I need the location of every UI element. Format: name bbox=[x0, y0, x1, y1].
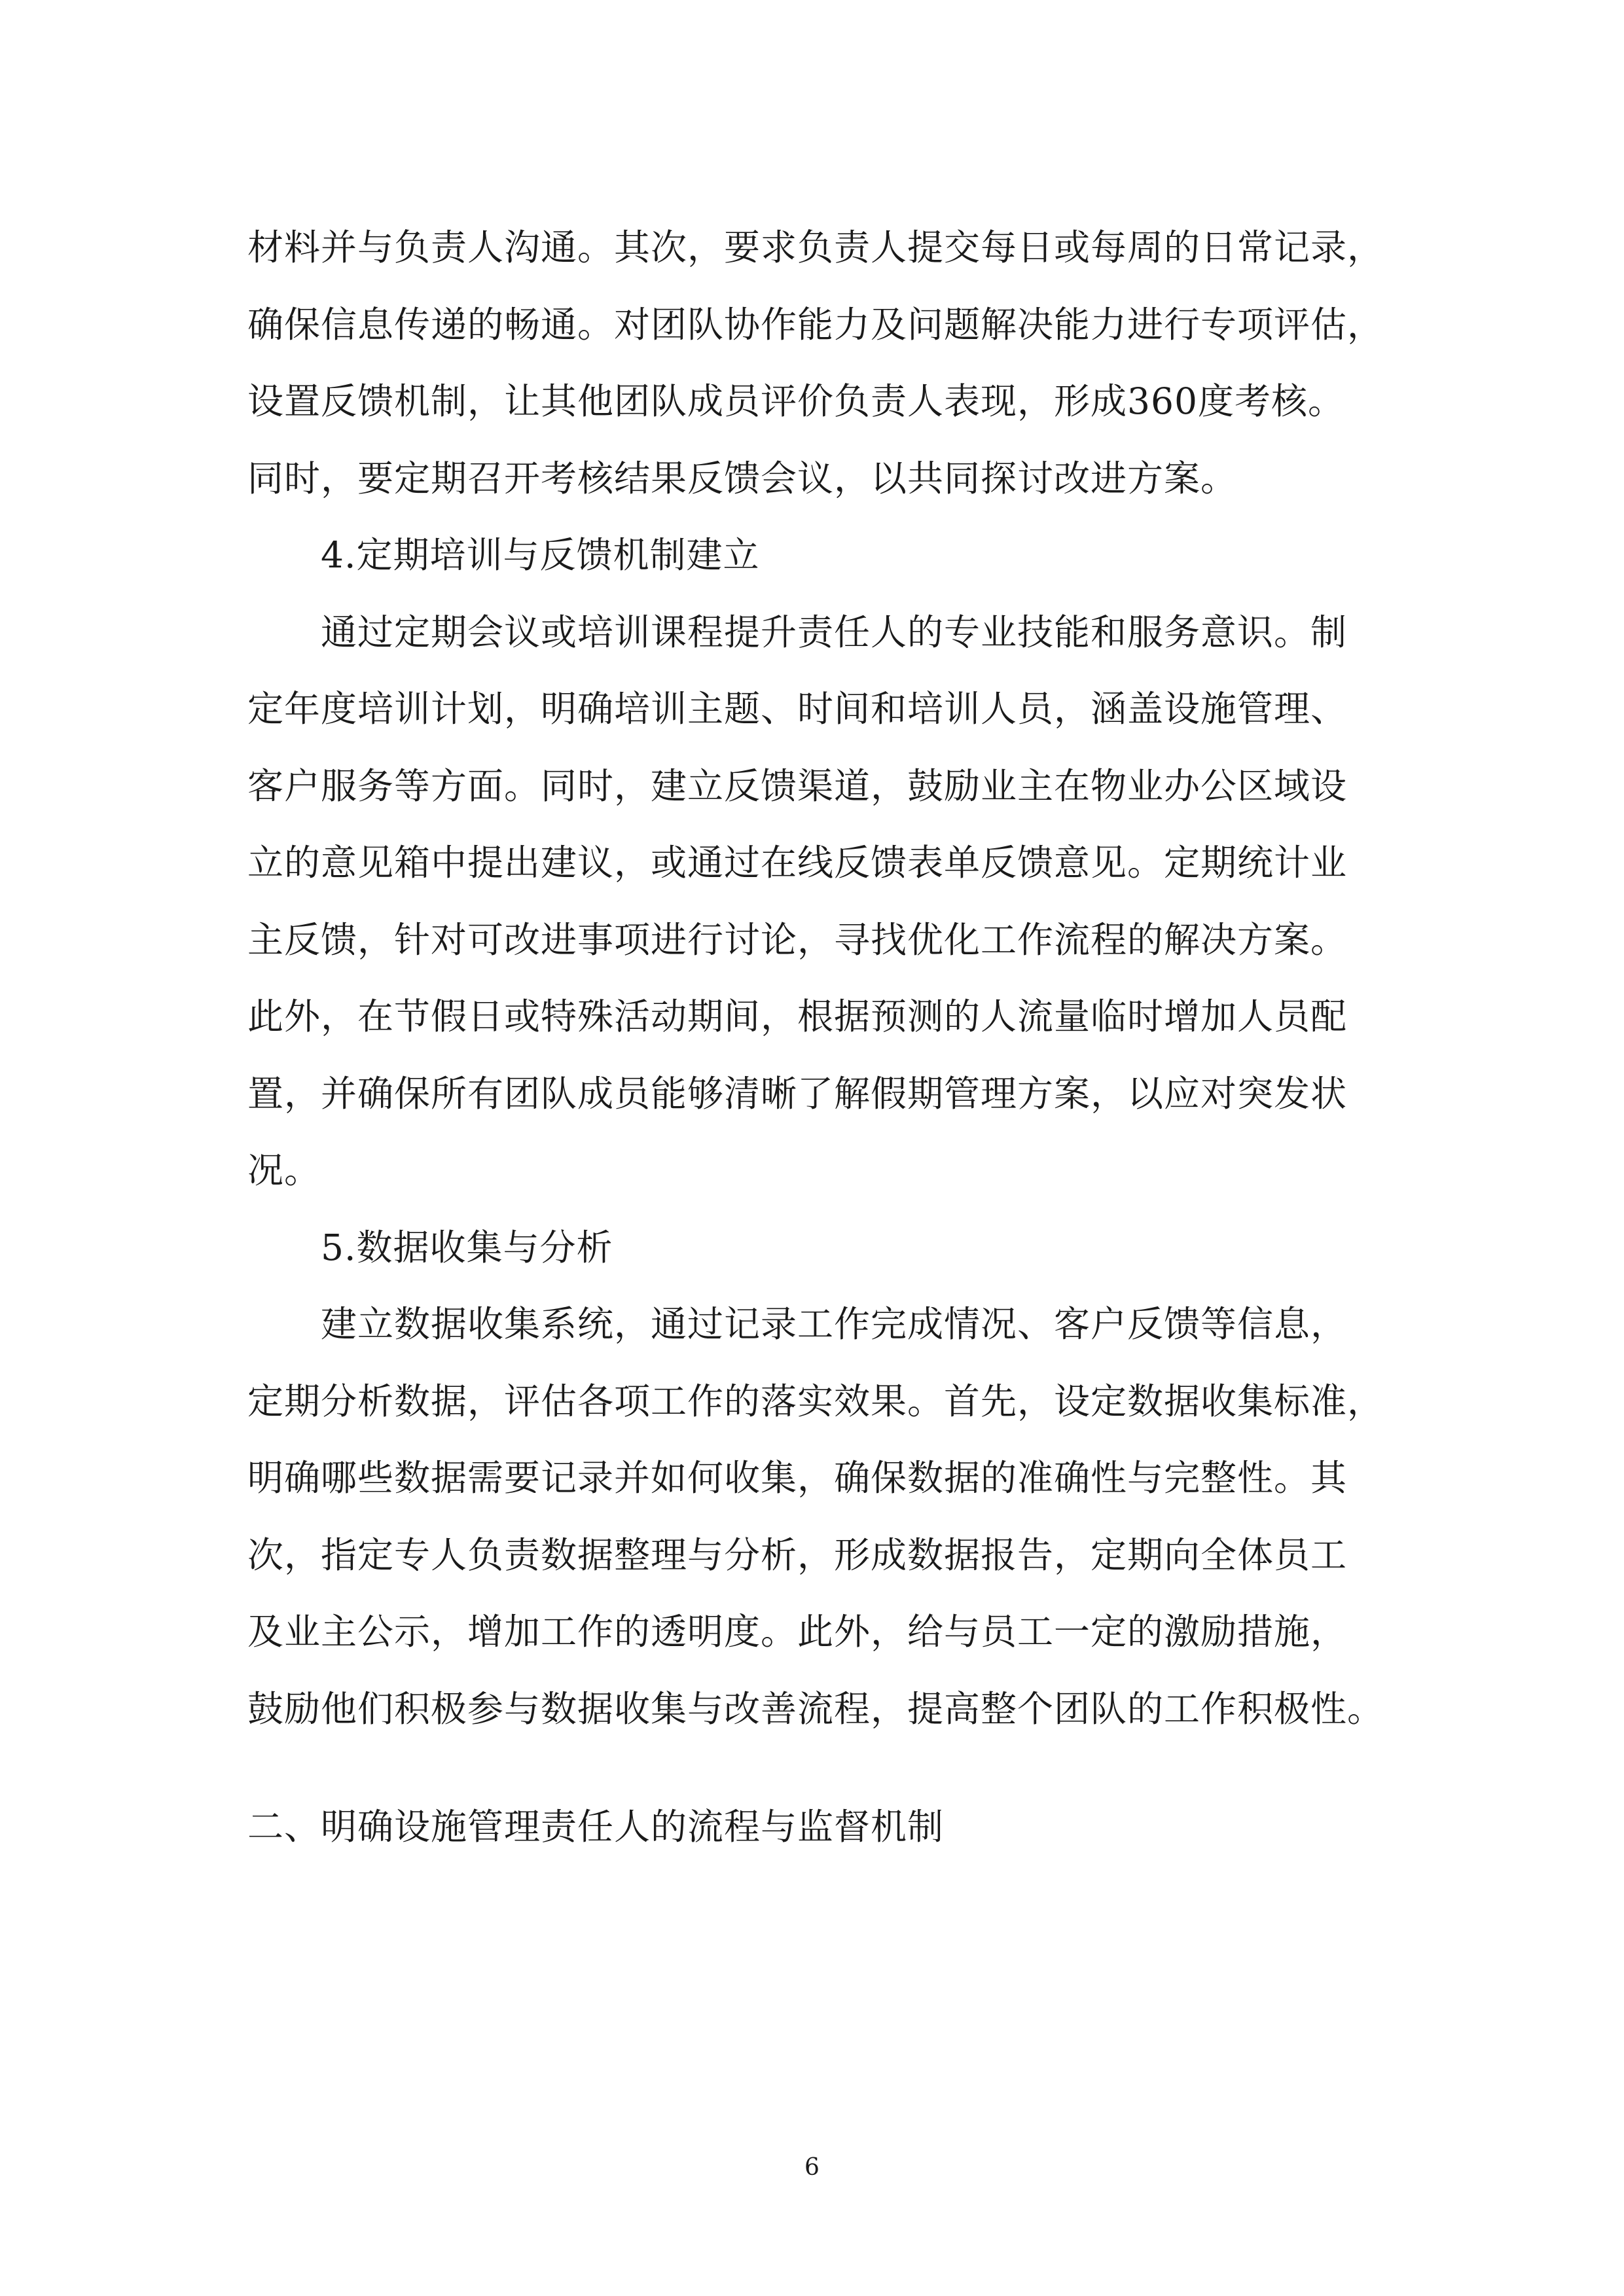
paragraph-line: 材料并与负责人沟通。其次，要求负责人提交每日或每周的日常记录， bbox=[247, 226, 1384, 268]
paragraph-line: 同时，要定期召开考核结果反馈会议，以共同探讨改进方案。 bbox=[247, 457, 1238, 499]
page-number: 6 bbox=[804, 2154, 820, 2181]
paragraph-line: 及业主公示，增加工作的透明度。此外，给与员工一定的激励措施， bbox=[247, 1611, 1348, 1653]
paragraph-line: 此外，在节假日或特殊活动期间，根据预测的人流量临时增加人员配 bbox=[247, 996, 1348, 1037]
paragraph-line: 置，并确保所有团队成员能够清晰了解假期管理方案，以应对突发状 bbox=[247, 1073, 1348, 1115]
paragraph-line: 定年度培训计划，明确培训主题、时间和培训人员，涵盖设施管理、 bbox=[247, 688, 1348, 730]
paragraph-line: 客户服务等方面。同时，建立反馈渠道，鼓励业主在物业办公区域设 bbox=[247, 765, 1348, 807]
paragraph-line: 主反馈，针对可改进事项进行讨论，寻找优化工作流程的解决方案。 bbox=[247, 919, 1348, 961]
paragraph-line: 建立数据收集系统，通过记录工作完成情况、客户反馈等信息， bbox=[321, 1303, 1348, 1345]
paragraph-line: 确保信息传递的畅通。对团队协作能力及问题解决能力进行专项评估， bbox=[247, 304, 1384, 346]
subsection-heading: 5.数据收集与分析 bbox=[321, 1227, 613, 1268]
paragraph-line: 定期分析数据，评估各项工作的落实效果。首先，设定数据收集标准， bbox=[247, 1380, 1384, 1422]
paragraph-line: 鼓励他们积极参与数据收集与改善流程，提高整个团队的工作积极性。 bbox=[247, 1688, 1384, 1730]
paragraph-line: 明确哪些数据需要记录并如何收集，确保数据的准确性与完整性。其 bbox=[247, 1457, 1348, 1499]
section-heading: 二、明确设施管理责任人的流程与监督机制 bbox=[247, 1806, 945, 1848]
paragraph-line: 况。 bbox=[247, 1149, 321, 1191]
subsection-heading: 4.定期培训与反馈机制建立 bbox=[321, 534, 760, 576]
paragraph-line: 设置反馈机制，让其他团队成员评价负责人表现，形成360度考核。 bbox=[247, 380, 1344, 422]
paragraph-line: 次，指定专人负责数据整理与分析，形成数据报告，定期向全体员工 bbox=[247, 1534, 1348, 1576]
paragraph-line: 立的意见箱中提出建议，或通过在线反馈表单反馈意见。定期统计业 bbox=[247, 842, 1348, 884]
paragraph-line: 通过定期会议或培训课程提升责任人的专业技能和服务意识。制 bbox=[321, 611, 1348, 653]
